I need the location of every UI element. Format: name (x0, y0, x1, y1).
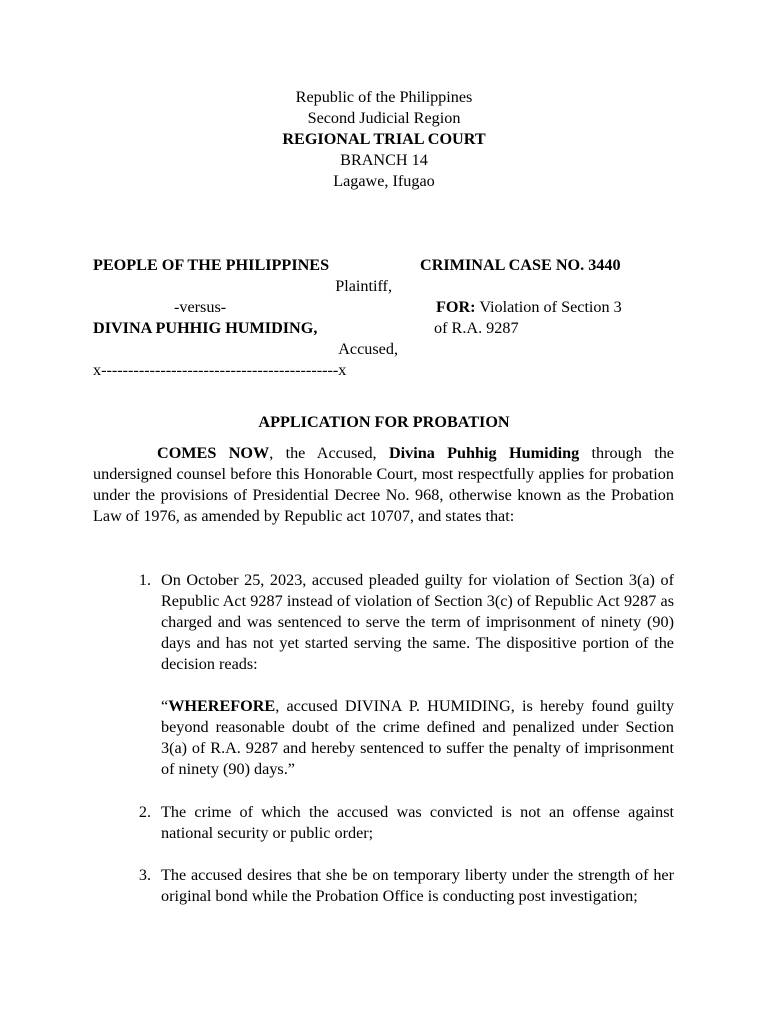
charge-text-1: Violation of Section 3 (475, 298, 622, 316)
charge-line-2: of R.A. 9287 (434, 319, 519, 337)
versus-text: -versus- (174, 298, 227, 316)
quote-open: “ (161, 697, 169, 715)
case-number: CRIMINAL CASE NO. 3440 (420, 256, 621, 274)
header-republic: Republic of the Philippines (295, 88, 473, 106)
comes-now-text: COMES NOW (157, 444, 270, 462)
item-2-text: The crime of which the accused was convicted is not an offense against national security or public order; (161, 803, 674, 842)
item-1-text: On October 25, 2023, accused pleaded guilty for violation of Section 3(a) of Republic Act 9287 instead of violation of Section 3(c) of Republic Act 9287 as charged and was sentenced to serve the term of imprisonment of ninety (90) days and has not yet started serving the same. The dispositive portion of the decision reads: (161, 571, 674, 673)
accused-role: Accused, (338, 340, 398, 358)
quote-text: , accused DIVINA P. HUMIDING, is hereby found guilty beyond reasonable doubt of the crime defined and penalized under Section 3(a) of R.A. 9287 and hereby sentenced to suffer the penalty of imprisonment of ninety (90) days.” (161, 697, 674, 778)
plaintiff-role: Plaintiff, (335, 277, 392, 295)
accused-name: DIVINA PUHHIG HUMIDING, (93, 319, 318, 337)
for-label: FOR: (436, 298, 476, 316)
intro-paragraph (93, 443, 674, 527)
intro-part-1: , the Accused, (269, 444, 389, 462)
quoted-decision (161, 696, 674, 780)
caption-separator: x--------------------------------------------x (93, 361, 347, 379)
header-location: Lagawe, Ifugao (333, 172, 435, 190)
item-3-number: 3. (138, 866, 151, 884)
intro-part-2: through the undersigned counsel before this Honorable Court, most respectfully applies for probation under the provisions of Presidential Decree No. 968, otherwise known as the Probation Law of 1976, as amended by Republic act 10707, and states that: (93, 444, 674, 525)
accused-name-bold: Divina Puhhig Humiding (388, 444, 580, 462)
wherefore-text: WHEREFORE (168, 697, 276, 715)
charge-line-1 (436, 297, 622, 318)
document-title: APPLICATION FOR PROBATION (258, 413, 510, 431)
header-region: Second Judicial Region (307, 109, 461, 127)
item-3-text: The accused desires that she be on temporary liberty under the strength of her original bond while the Probation Office is conducting post investigation; (161, 866, 674, 905)
item-2-number: 2. (138, 803, 151, 821)
header-court: REGIONAL TRIAL COURT (282, 130, 486, 148)
plaintiff-name: PEOPLE OF THE PHILIPPINES (93, 256, 330, 274)
header-branch: BRANCH 14 (340, 151, 428, 169)
item-1-number: 1. (138, 571, 151, 589)
